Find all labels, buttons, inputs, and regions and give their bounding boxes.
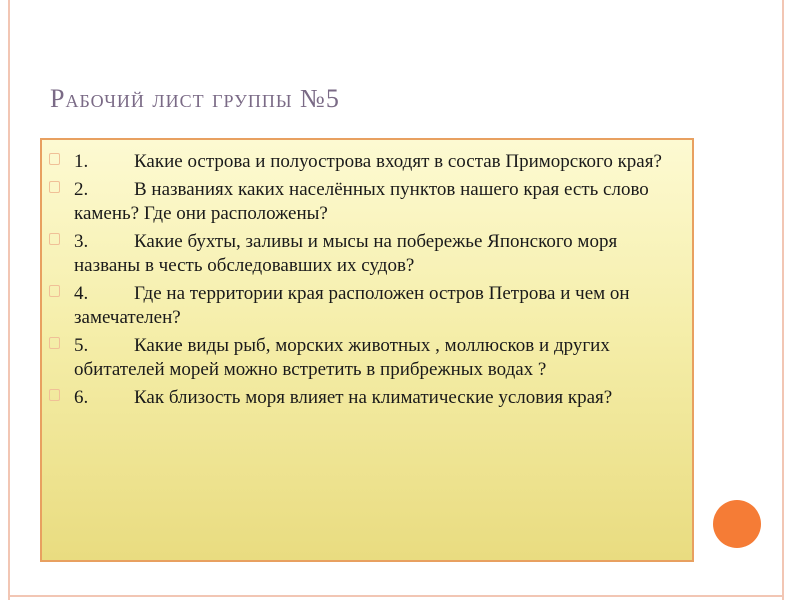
question-text: Какие виды рыб, морских животных , моллюсков и других обитателей морей можно встретить в прибрежных водах ? <box>74 335 610 380</box>
question-item <box>74 178 678 226</box>
question-item <box>74 230 678 278</box>
bullet-icon <box>49 389 60 401</box>
bullet-icon <box>49 233 60 245</box>
question-text: Какие бухты, заливы и мысы на побережье Японского моря названы в честь обследовавших их судов? <box>74 231 618 276</box>
question-number: 2. <box>74 179 89 200</box>
bullet-icon <box>49 181 60 193</box>
question-item <box>74 150 678 174</box>
bullet-icon <box>49 153 60 165</box>
question-number: 1. <box>74 151 89 172</box>
question-text: В названиях каких населённых пунктов нашего края есть слово камень? Где они расположены? <box>74 179 649 224</box>
question-item <box>74 334 678 382</box>
question-number: 3. <box>74 231 89 252</box>
question-number: 5. <box>74 335 89 356</box>
questions-list <box>42 140 692 410</box>
bullet-icon <box>49 337 60 349</box>
slide-title: Рабочий лист группы №5 <box>50 84 340 113</box>
decorative-circle <box>713 500 761 548</box>
question-text: Как близость моря влияет на климатические условия края? <box>134 387 613 408</box>
question-number: 4. <box>74 283 89 304</box>
question-text: Где на территории края расположен остров Петрова и чем он замечателен? <box>74 283 630 328</box>
question-text: Какие острова и полуострова входят в состав Приморского края? <box>134 151 662 172</box>
question-item <box>74 386 678 410</box>
questions-panel <box>40 138 694 562</box>
question-item <box>74 282 678 330</box>
question-number: 6. <box>74 387 89 408</box>
bullet-icon <box>49 285 60 297</box>
slide-bottom-line <box>8 595 784 597</box>
